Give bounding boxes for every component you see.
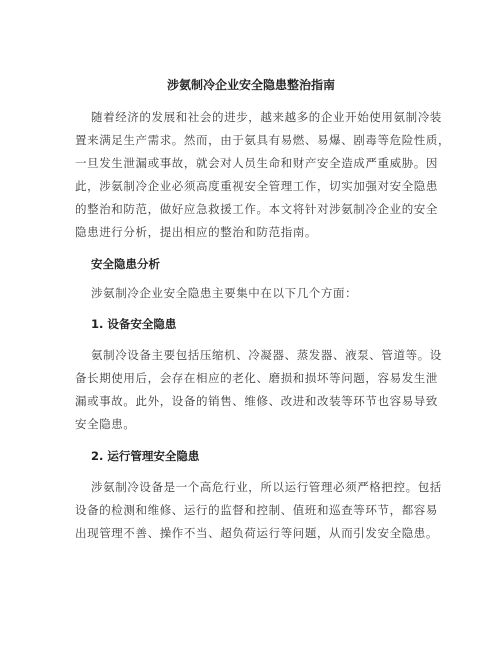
- subsection-2-heading: 2. 运行管理安全隐患: [91, 449, 200, 463]
- document-title: 涉氨制冷企业安全隐患整治指南: [166, 78, 335, 92]
- intro-line-5: 的整治和防范，做好应急救援工作。本文将针对涉氨制冷企业的安全: [75, 202, 438, 216]
- section-intro: 涉氨制冷企业安全隐患主要集中在以下几个方面：: [91, 286, 358, 300]
- intro-line-2: 置来满足生产需求。然而，由于氨具有易燃、易爆、剧毒等危险性质，: [75, 133, 451, 147]
- intro-line-6: 隐患进行分析，提出相应的整治和防范指南。: [75, 225, 317, 239]
- section-heading: 安全隐患分析: [91, 257, 160, 271]
- subsection-1-heading: 1. 设备安全隐患: [91, 317, 177, 331]
- intro-line-4: 此，涉氨制冷企业必须高度重视安全管理工作，切实加强对安全隐患: [75, 179, 438, 193]
- intro-line-1: 随着经济的发展和社会的进步，越来越多的企业开始使用氨制冷装: [91, 110, 442, 124]
- subsection-1-line-4: 安全隐患。: [75, 417, 136, 431]
- subsection-2-line-2: 设备的检测和维修、运行的监督和控制、值班和巡查等环节，都容易: [75, 503, 438, 517]
- subsection-2-line-1: 涉氨制冷设备是一个高危行业，所以运行管理必须严格把控。包括: [91, 480, 442, 494]
- subsection-1-line-2: 备长期使用后，会存在相应的老化、磨损和损坏等问题，容易发生泄: [75, 371, 438, 385]
- subsection-1-line-3: 漏或事故。此外，设备的销售、维修、改进和改装等环节也容易导致: [75, 394, 438, 408]
- subsection-1-line-1: 氨制冷设备主要包括压缩机、冷凝器、蒸发器、液泵、管道等。设: [91, 348, 442, 362]
- subsection-2-line-3: 出现管理不善、操作不当、超负荷运行等问题，从而引发安全隐患。: [75, 526, 438, 540]
- intro-line-3: 一旦发生泄漏或事故，就会对人员生命和财产安全造成严重威胁。因: [75, 156, 438, 170]
